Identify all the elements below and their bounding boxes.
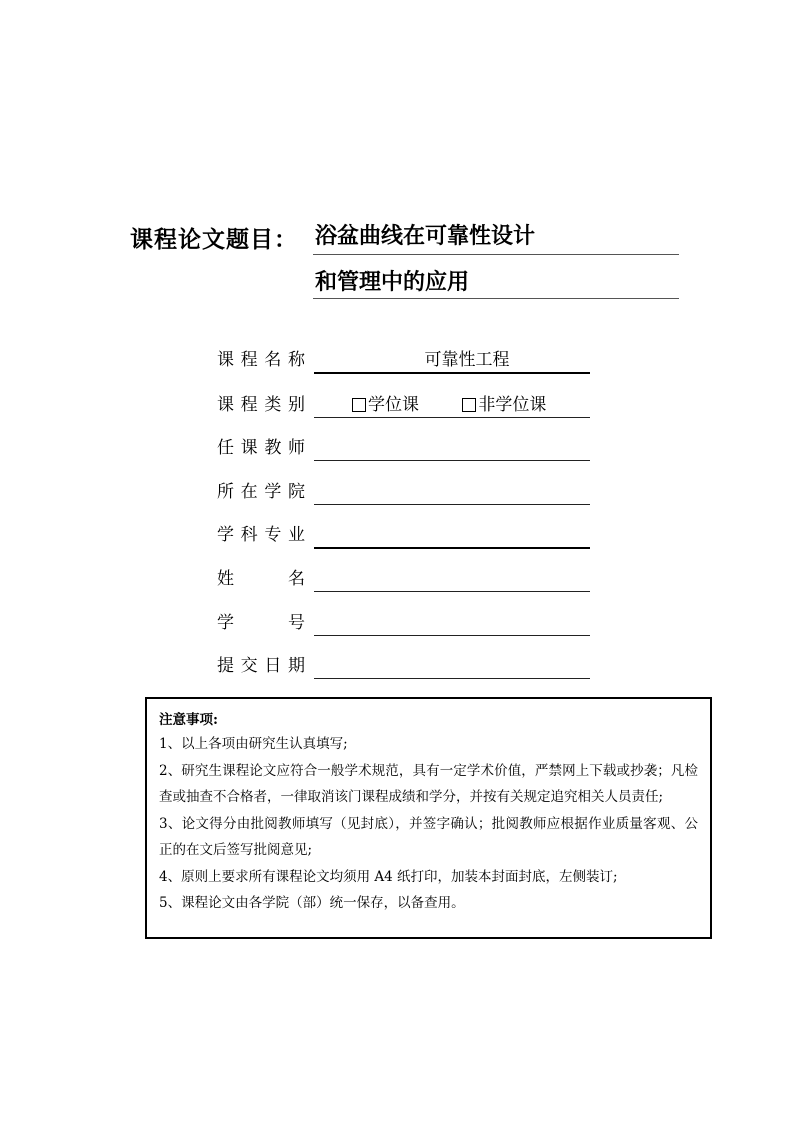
thesis-title-label: 课程论文题目： [130,226,298,253]
notice-title: 注意事项: [159,712,218,728]
notice-item-1: 1、以上各项由研究生认真填写; [159,736,348,752]
name-field[interactable] [314,567,590,592]
teacher-field[interactable] [314,436,590,461]
notice-item-2: 2、研究生课程论文应符合一般学术规范，具有一定学术价值，严禁网上下载或抄袭；凡检查或抽查不合格者，一律取消该门课程成绩和学分，并按有关规定追究相关人员责任; [159,762,698,805]
major-field[interactable] [314,523,590,549]
student-id-label: 学 号 [217,613,305,633]
notice-item-3: 3、论文得分由批阅教师填写（见封底），并签字确认；批阅教师应根据作业质量客观、公正的在文后签写批阅意见; [159,815,698,858]
submit-date-field[interactable] [314,654,590,679]
degree-course-checkbox[interactable] [352,398,366,412]
submit-date-label: 提 交 日 期 [217,656,305,676]
non-degree-course-option[interactable]: 非学位课 [462,393,546,417]
college-field[interactable] [314,480,590,505]
student-id-field[interactable] [314,611,590,636]
course-name-label: 课 程 名 称 [217,350,305,370]
notice-item-4: 4、原则上要求所有课程论文均须用 A4 纸打印，加装本封面封底，左侧装订; [159,868,618,885]
course-name-value: 可靠性工程 [424,350,510,370]
college-label: 所 在 学 院 [217,482,305,502]
course-name-field[interactable] [314,348,590,374]
course-type-field [314,393,590,418]
notice-item-5: 5、课程论文由各学院（部）统一保存，以备查用。 [159,895,465,911]
major-label: 学 科 专 业 [217,525,305,545]
thesis-title-line-1[interactable]: 浴盆曲线在可靠性设计 [313,220,679,255]
notice-box [145,697,712,939]
name-label: 姓 名 [217,569,305,589]
degree-course-option[interactable]: 学位课 [352,393,419,417]
course-type-label: 课 程 类 别 [217,395,305,415]
non-degree-course-checkbox[interactable] [462,398,476,412]
teacher-label: 任 课 教 师 [217,438,305,458]
thesis-title-line-2[interactable]: 和管理中的应用 [313,266,679,299]
